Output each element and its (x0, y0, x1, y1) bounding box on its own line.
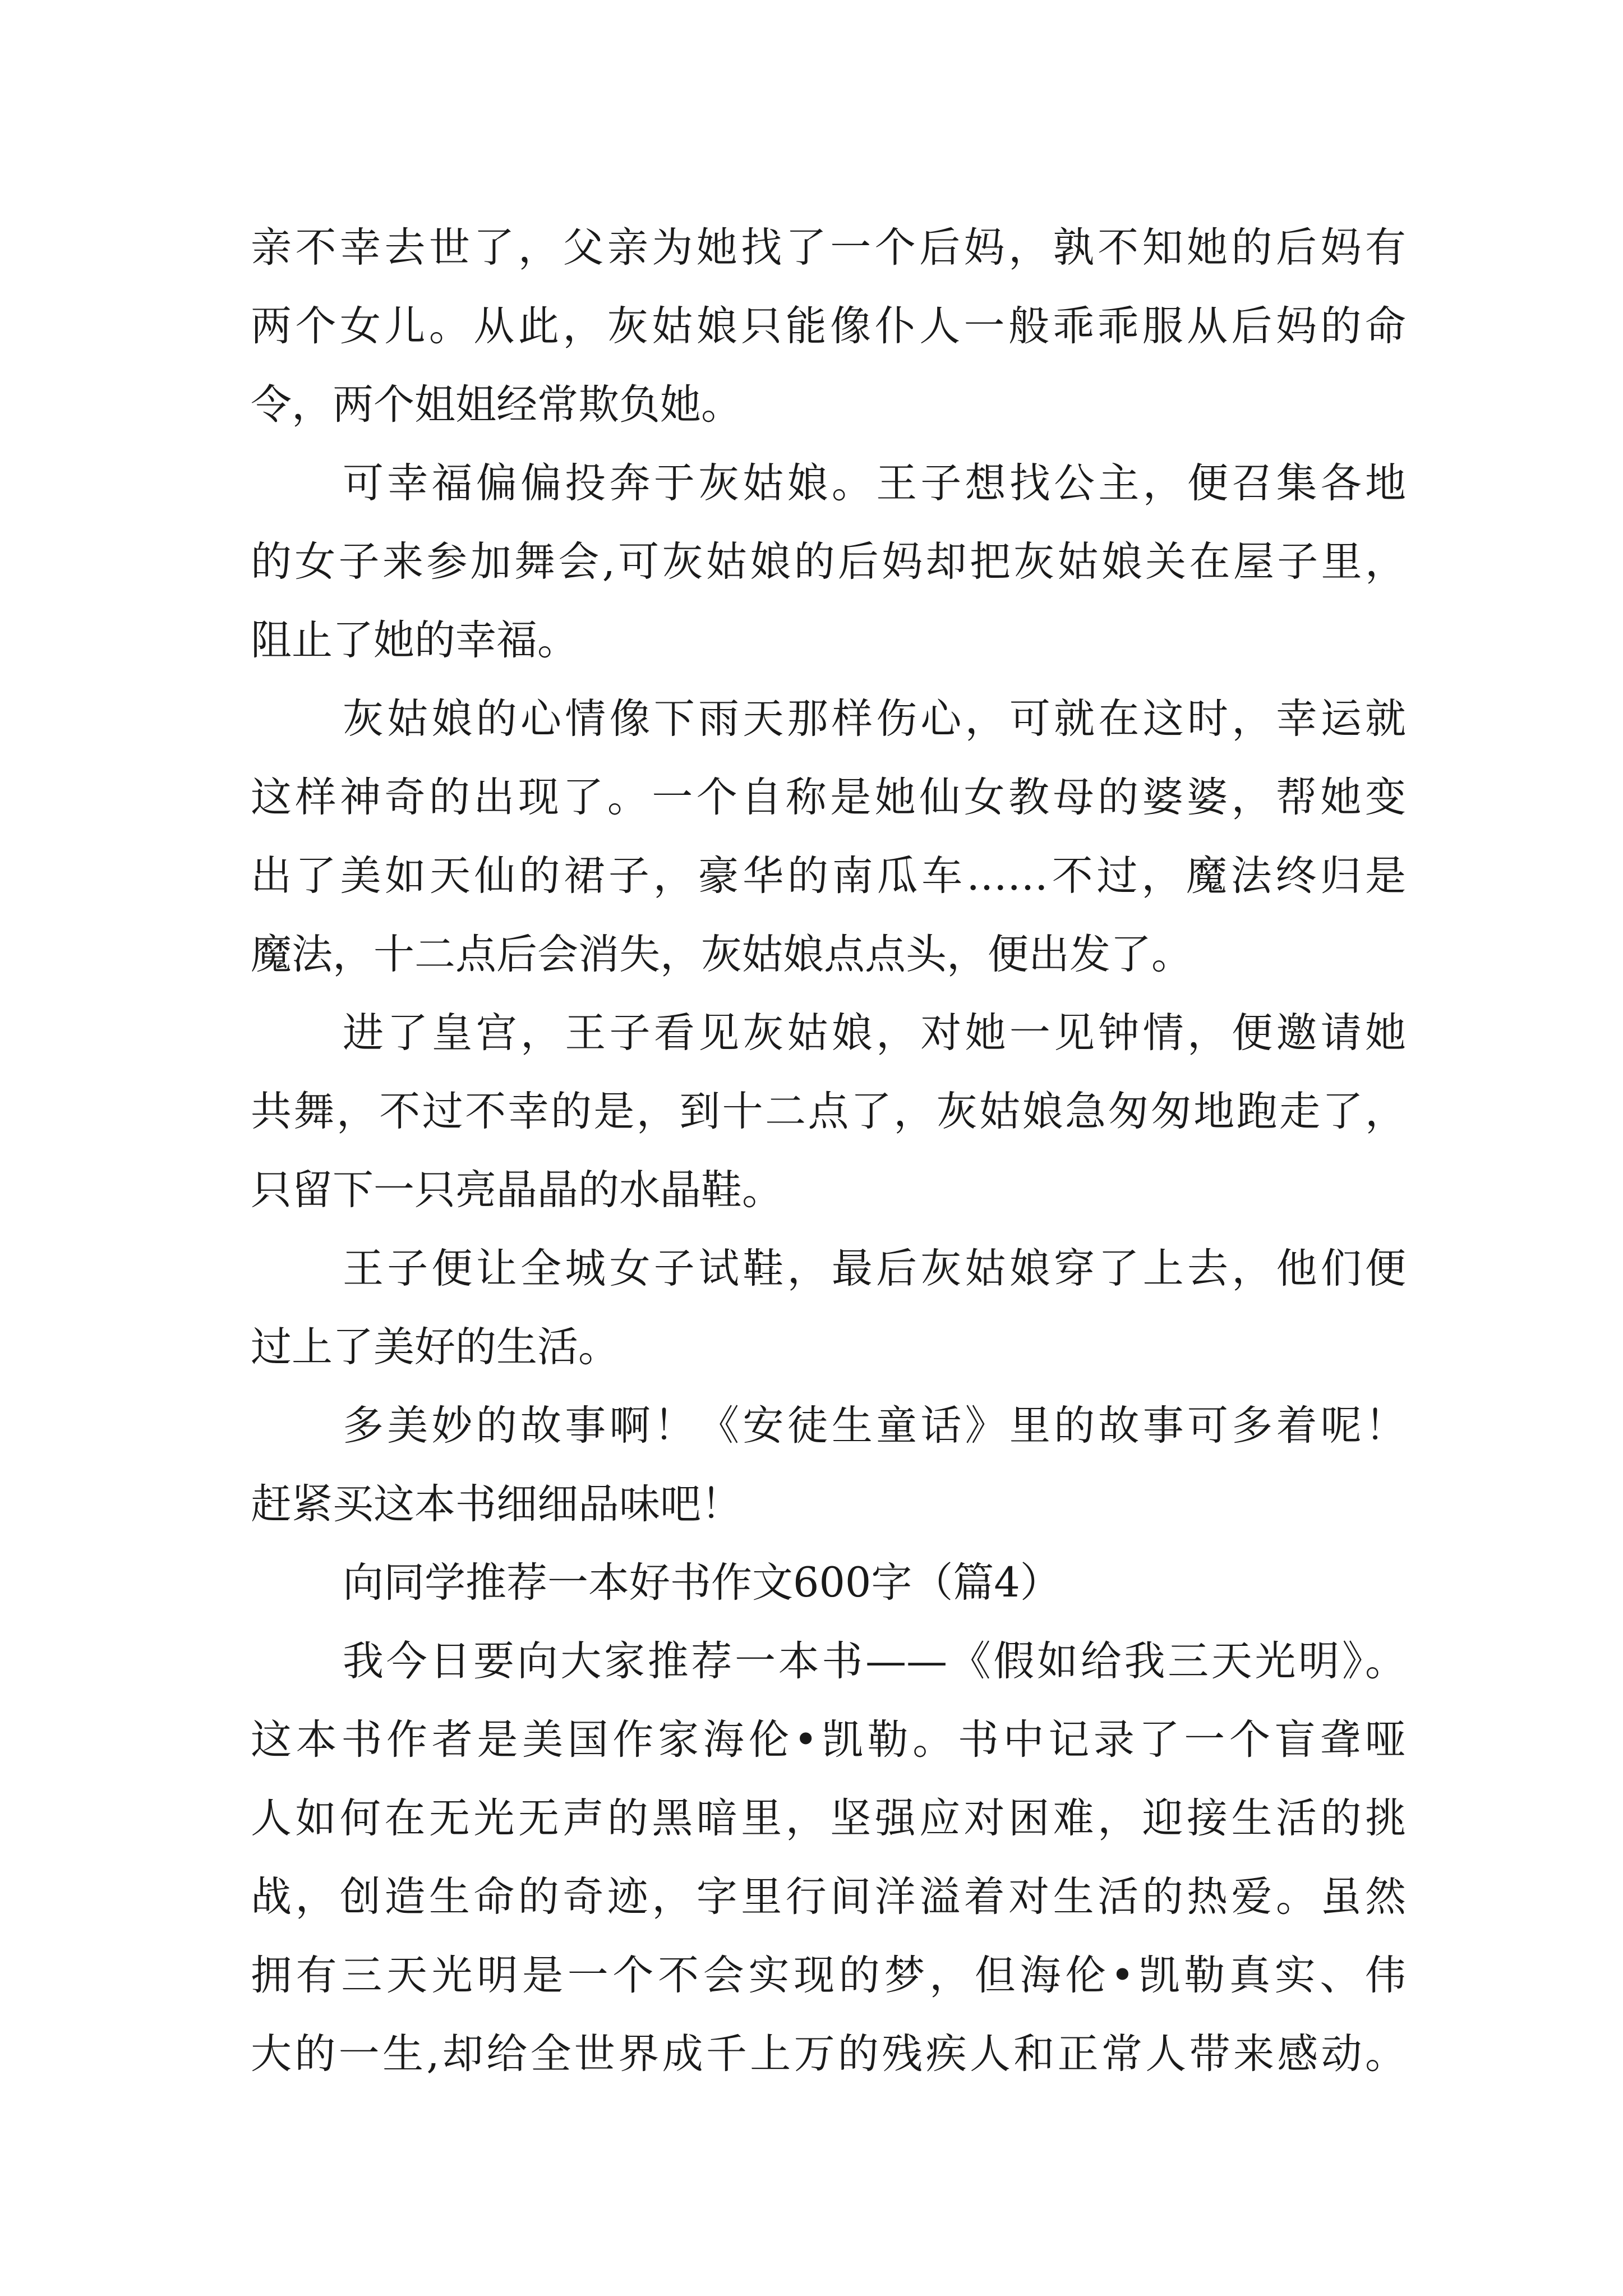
text-line: 两个女儿。从此，灰姑娘只能像仆人一般乖乖服从后妈的命 (251, 302, 1406, 350)
text-line: 可幸福偏偏投奔于灰姑娘。王子想找公主，便召集各地 (343, 459, 1406, 507)
text-line: 赶紧买这本书细细品味吧！ (251, 1480, 742, 1528)
text-line: 过上了美好的生活。 (251, 1323, 619, 1371)
text-line: 的女子来参加舞会,可灰姑娘的后妈却把灰姑娘关在屋子里， (251, 538, 1406, 586)
text-line: 这样神奇的出现了。一个自称是她仙女教母的婆婆，帮她变 (251, 774, 1406, 821)
text-line: 大的一生,却给全世界成千上万的残疾人和正常人带来感动。 (251, 2030, 1406, 2078)
body-text (251, 209, 1406, 2093)
text-line: 亲不幸去世了，父亲为她找了一个后妈，孰不知她的后妈有 (251, 224, 1406, 272)
text-line: 这本书作者是美国作家海伦•凯勒。书中记录了一个盲聋哑 (251, 1716, 1406, 1764)
text-line: 王子便让全城女子试鞋，最后灰姑娘穿了上去，他们便 (343, 1245, 1406, 1292)
text-line: 共舞，不过不幸的是，到十二点了，灰姑娘急匆匆地跑走了， (251, 1088, 1406, 1135)
text-line: 令，两个姐姐经常欺负她。 (251, 381, 742, 429)
text-line: 进了皇宫，王子看见灰姑娘，对她一见钟情，便邀请她 (343, 1009, 1406, 1057)
text-line: 我今日要向大家推荐一本书——《假如给我三天光明》。 (343, 1637, 1406, 1685)
text-line: 拥有三天光明是一个不会实现的梦，但海伦•凯勒真实、伟 (251, 1952, 1406, 1999)
text-line: 向同学推荐一本好书作文600字（篇4） (343, 1559, 1061, 1607)
text-line: 人如何在无光无声的黑暗里，坚强应对困难，迎接生活的挑 (251, 1795, 1406, 1842)
text-line: 多美妙的故事啊！《安徒生童话》里的故事可多着呢！ (343, 1402, 1406, 1450)
text-line: 只留下一只亮晶晶的水晶鞋。 (251, 1166, 783, 1214)
text-line: 战，创造生命的奇迹，字里行间洋溢着对生活的热爱。虽然 (251, 1873, 1406, 1921)
text-line: 魔法，十二点后会消失，灰姑娘点点头，便出发了。 (251, 931, 1192, 978)
text-line: 灰姑娘的心情像下雨天那样伤心，可就在这时，幸运就 (343, 695, 1406, 743)
text-line: 出了美如天仙的裙子，豪华的南瓜车……不过，魔法终归是 (251, 852, 1406, 900)
text-line: 阻止了她的幸福。 (251, 616, 578, 664)
